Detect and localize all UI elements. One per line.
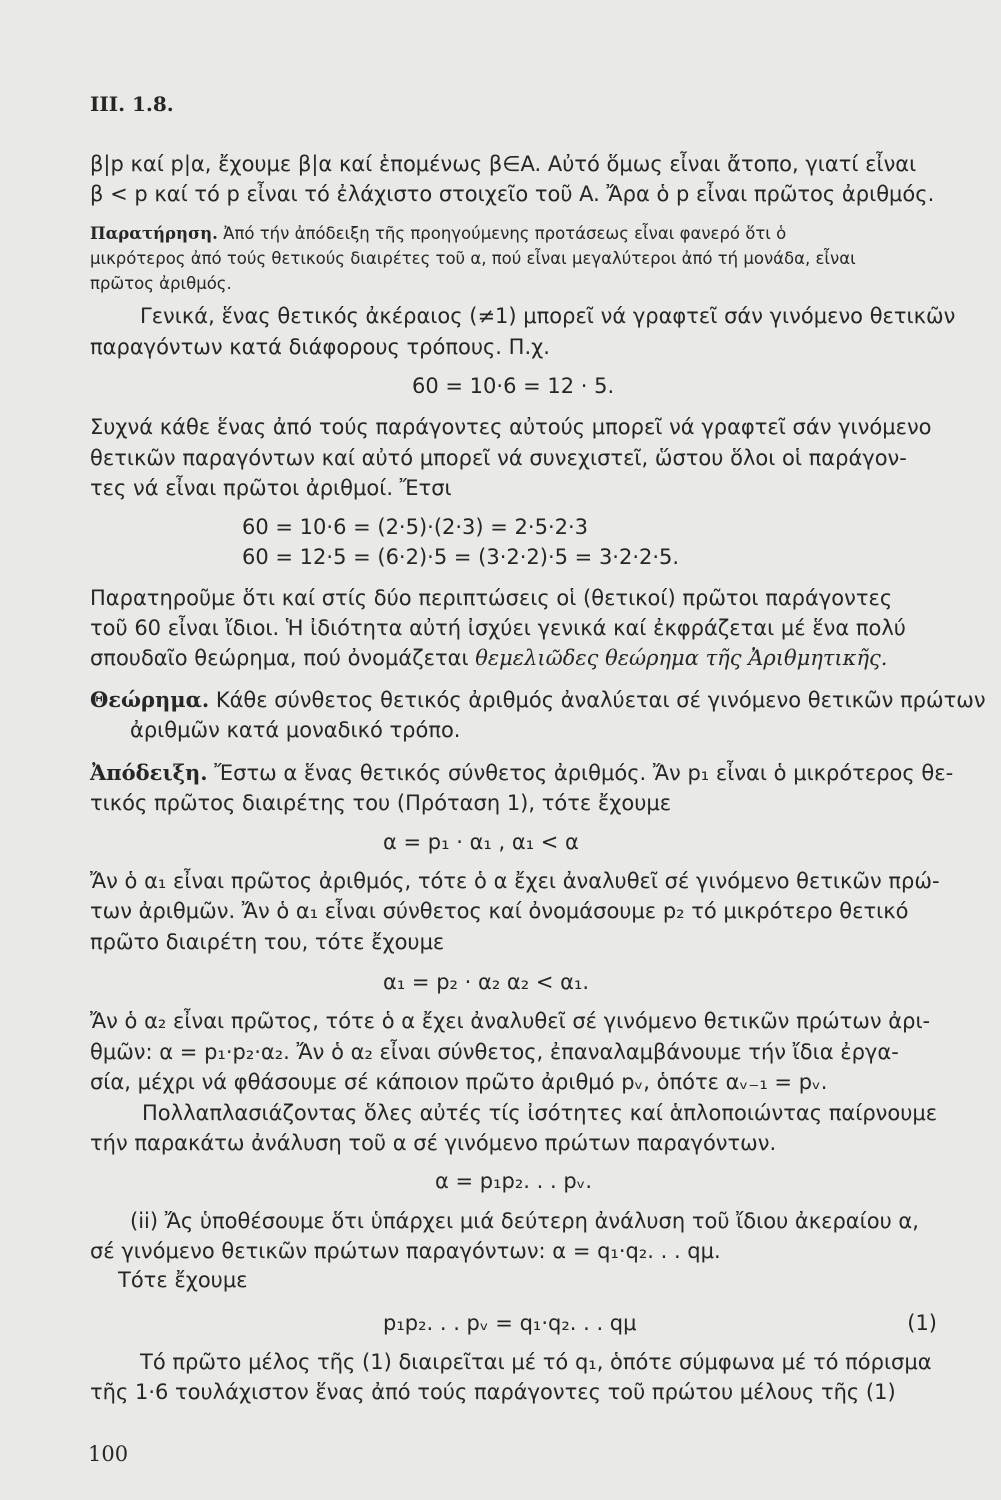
remark-line: μικρότερος ἀπό τούς θετικούς διαιρέτες τοῦ α, πού εἶναι μεγαλύτεροι ἀπό τή μονάδα, εἶναι (90, 249, 856, 268)
theorem-name: θεμελιῶδες θεώρημα τῆς Ἀριθμητικῆς. (475, 646, 888, 670)
equation-number: (1) (907, 1311, 937, 1335)
text-line: Παρατηροῦμε ὅτι καί στίς δύο περιπτώσεις οἱ (θετικοί) πρῶτοι παράγοντες (90, 586, 893, 610)
proof-line: Τό πρῶτο μέλος τῆς (1) διαιρεῖται μέ τό q₁, ὁπότε σύμφωνα μέ τό πόρισμα (140, 1350, 932, 1374)
text-line: β|p καί p|α, ἔχουμε β|α καί ἑπομένως β∈A. Αὐτό ὅμως εἶναι ἄτοπο, γιατί εἶναι (90, 152, 917, 176)
equation: 60 = 12·5 = (6·2)·5 = (3·2·2)·5 = 3·2·2·5. (242, 545, 680, 569)
proof-line: τῆς 1·6 τουλάχιστον ἕνας ἀπό τούς παράγοντες τοῦ πρώτου μέλους τῆς (1) (90, 1380, 896, 1404)
proof-line: θμῶν: α = p₁·p₂·α₂. Ἄν ὁ α₂ εἶναι σύνθετος, ἐπαναλαμβάνουμε τήν ἴδια ἐργα- (90, 1040, 899, 1064)
proof-line: Πολλαπλασιάζοντας ὅλες αὐτές τίς ἰσότητες καί ἁπλοποιώντας παίρνουμε (142, 1101, 938, 1125)
equation: α = p₁ · α₁ , α₁ < α (383, 830, 579, 854)
remark-label: Παρατήρηση. (90, 224, 218, 243)
equation: α₁ = p₂ · α₂ α₂ < α₁. (383, 970, 590, 994)
text-line: Συχνά κάθε ἕνας ἀπό τούς παράγοντες αὐτούς μπορεῖ νά γραφτεῖ σάν γινόμενο (90, 415, 932, 439)
equation: α = p₁p₂. . . pᵥ. (435, 1169, 593, 1193)
equation: p₁p₂. . . pᵥ = q₁·q₂. . . qμ (383, 1311, 637, 1335)
remark-line: Παρατήρηση. Ἀπό τήν ἀπόδειξη τῆς προηγούμενης προτάσεως εἶναι φανερό ὅτι ὁ (90, 224, 787, 243)
section-heading: III. 1.8. (90, 92, 174, 116)
proof-line: πρῶτο διαιρέτη του, τότε ἔχουμε (90, 930, 445, 954)
text-line: σπουδαῖο θεώρημα, πού ὀνομάζεται θεμελιῶδες θεώρημα τῆς Ἀριθμητικῆς. (90, 646, 888, 670)
proof-line: (ii) Ἄς ὑποθέσουμε ὅτι ὑπάρχει μιά δεύτερη ἀνάλυση τοῦ ἴδιου ἀκεραίου α, (130, 1209, 919, 1233)
equation: 60 = 10·6 = (2·5)·(2·3) = 2·5·2·3 (242, 515, 589, 539)
theorem-line: ἀριθμῶν κατά μοναδικό τρόπο. (130, 718, 461, 742)
theorem-label: Θεώρημα. (90, 687, 210, 712)
remark-line: πρῶτος ἀριθμός. (90, 274, 232, 293)
text-line: β < p καί τό p εἶναι τό ἐλάχιστο στοιχεῖο τοῦ A. Ἄρα ὁ p εἶναι πρῶτος ἀριθμός. (90, 182, 935, 206)
proof-line: σέ γινόμενο θετικῶν πρώτων παραγόντων: α = q₁·q₂. . . qμ. (90, 1239, 721, 1263)
theorem-line: Θεώρημα. Κάθε σύνθετος θετικός ἀριθμός ἀναλύεται σέ γινόμενο θετικῶν πρώτων (90, 687, 986, 712)
proof-line: τικός πρῶτος διαιρέτης του (Πρόταση 1), τότε ἔχουμε (90, 791, 672, 815)
page-number: 100 (88, 1442, 129, 1466)
proof-line: Ἄν ὁ α₁ εἶναι πρῶτος ἀριθμός, τότε ὁ α ἔχει ἀναλυθεῖ σέ γινόμενο θετικῶν πρώ- (90, 869, 940, 893)
proof-line: Τότε ἔχουμε (118, 1268, 248, 1292)
text-line: τοῦ 60 εἶναι ἴδιοι. Ἡ ἰδιότητα αὐτή ἰσχύει γενικά καί ἐκφράζεται μέ ἕνα πολύ (90, 616, 906, 640)
proof-line: Ἀπόδειξη. Ἔστω α ἕνας θετικός σύνθετος ἀριθμός. Ἄν p₁ εἶναι ὁ μικρότερος θε- (90, 760, 954, 785)
proof-line: σία, μέχρι νά φθάσουμε σέ κάποιον πρῶτο ἀριθμό pᵥ, ὁπότε αᵥ₋₁ = pᵥ. (90, 1070, 828, 1094)
proof-label: Ἀπόδειξη. (90, 760, 208, 785)
proof-line: Ἄν ὁ α₂ εἶναι πρῶτος, τότε ὁ α ἔχει ἀναλυθεῖ σέ γινόμενο θετικῶν πρώτων ἀρι- (90, 1009, 931, 1033)
text-line: Γενικά, ἕνας θετικός ἀκέραιος (≠1) μπορεῖ νά γραφτεῖ σάν γινόμενο θετικῶν (140, 304, 956, 328)
text-line: τες νά εἶναι πρῶτοι ἀριθμοί. Ἔτσι (90, 476, 452, 500)
text-line: παραγόντων κατά διάφορους τρόπους. Π.χ. (90, 335, 550, 359)
text-line: θετικῶν παραγόντων καί αὐτό μπορεῖ νά συνεχιστεῖ, ὥστου ὅλοι οἱ παράγον- (90, 446, 907, 470)
equation: 60 = 10·6 = 12 · 5. (412, 374, 615, 398)
proof-line: τήν παρακάτω ἀνάλυση τοῦ α σέ γινόμενο πρώτων παραγόντων. (90, 1131, 777, 1155)
proof-line: των ἀριθμῶν. Ἄν ὁ α₁ εἶναι σύνθετος καί ὀνομάσουμε p₂ τό μικρότερο θετικό (90, 899, 909, 923)
